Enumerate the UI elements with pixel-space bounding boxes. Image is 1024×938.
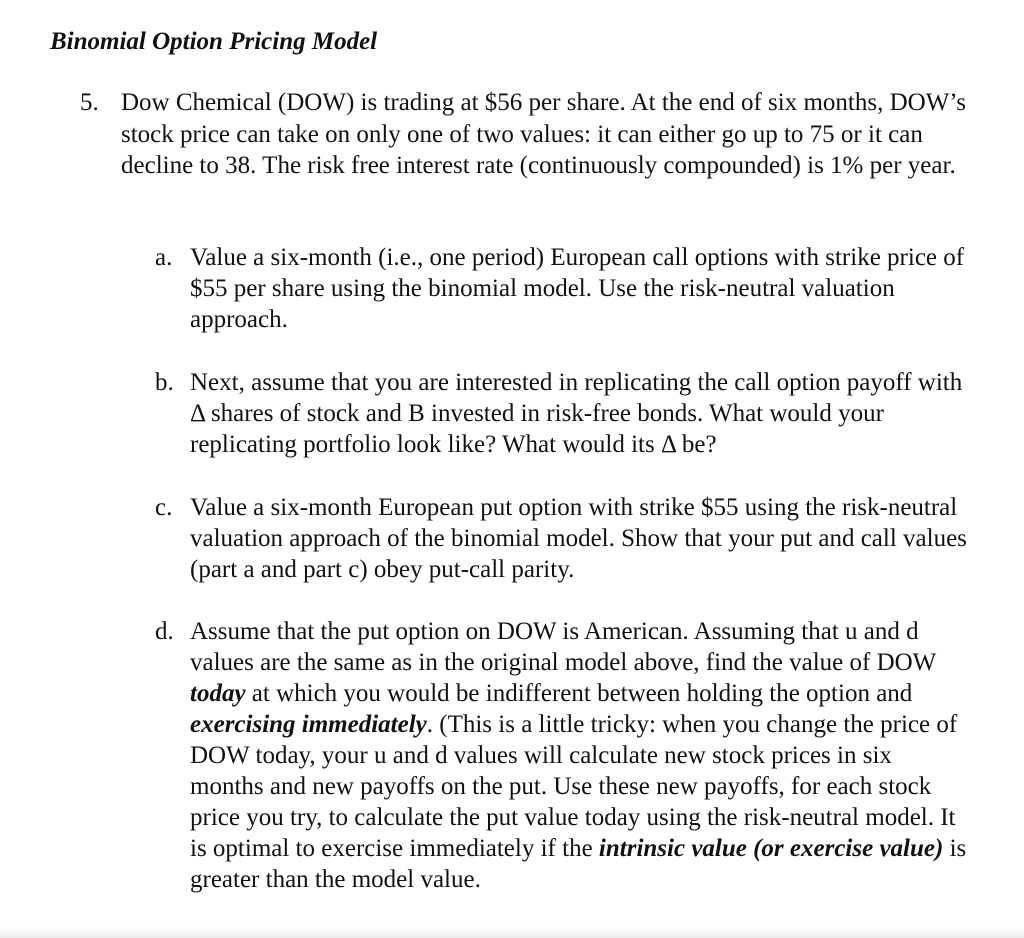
question-text: Dow Chemical (DOW) is trading at $56 per share. At the end of six months, DOW’s stock price can take on only one of two values: it can either go up to 75 or it can decline to 38. The risk free interest rate (continuously compounded) is 1% per year. — [121, 89, 966, 179]
document-title: Binomial Option Pricing Model — [50, 28, 378, 55]
part-a-letter: a. — [155, 244, 173, 271]
question-number: 5. — [80, 89, 99, 116]
part-d-letter: d. — [155, 618, 174, 645]
emphasis-today: today — [190, 680, 246, 707]
part-d-text-segment: at which you would be indifferent between holding the option and — [245, 680, 913, 707]
part-d-text-segment: . (This is a little tricky: when you change the price of DOW today, your u and d values will calculate new stock prices in six months and new payoffs on the put. Use these new payoffs, for each stock price you try, to calculate the put value today using the risk-neutral model. It is optimal to exercise immediately if the — [190, 711, 958, 862]
part-d-text-segment: is greater than the model value. — [190, 835, 967, 893]
part-c-letter: c. — [155, 494, 173, 521]
part-b-letter: b. — [155, 369, 174, 396]
emphasis-intrinsic-value: intrinsic value (or exercise value) — [598, 835, 944, 862]
part-a-text: Value a six-month (i.e., one period) European call options with strike price of $55 per share using the binomial model. Use the risk-neutral valuation approach. — [190, 244, 965, 333]
part-d-text — [190, 616, 970, 895]
part-d-text-segment: Assume that the put option on DOW is American. Assuming that u and d values are the same as in the original model above, find the value of DOW — [190, 618, 936, 676]
part-b-text: Next, assume that you are interested in replicating the call option payoff with Δ shares of stock and B invested in risk-free bonds. What would your replicating portfolio look like? What would its Δ be? — [190, 369, 963, 458]
emphasis-exercising-immediately: exercising immediately — [190, 711, 427, 738]
part-c-text: Value a six-month European put option with strike $55 using the risk-neutral valuation approach of the binomial model. Show that your put and call values (part a and part c) obey put-call parity. — [190, 494, 967, 583]
page-bottom-edge — [0, 926, 1024, 938]
